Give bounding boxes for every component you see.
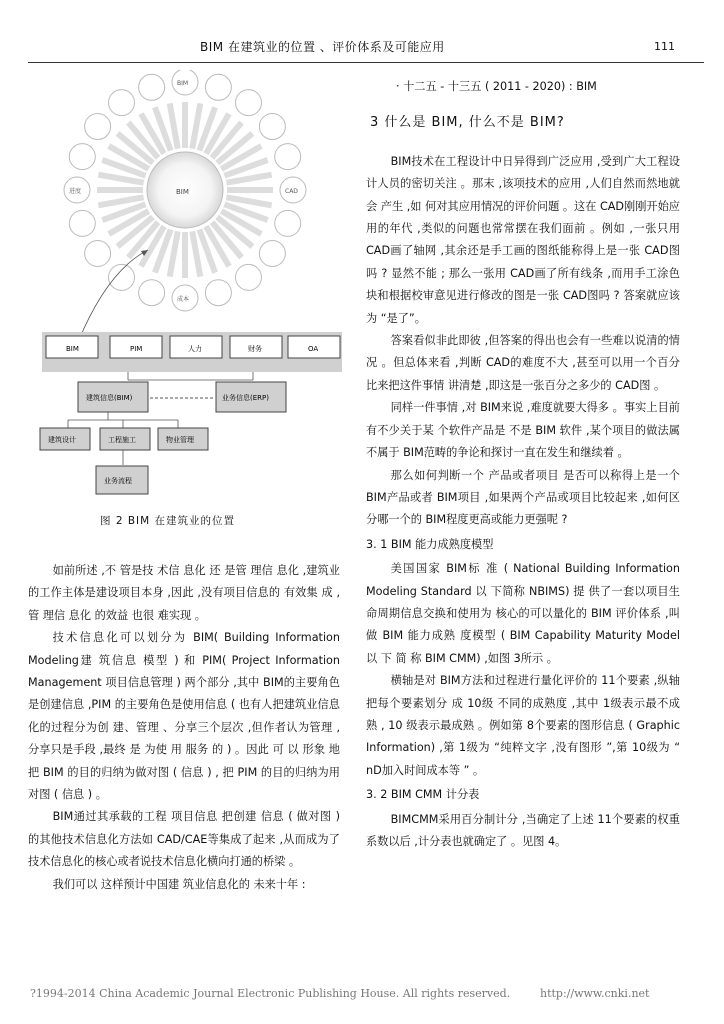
ring-node (205, 74, 231, 100)
s32-paragraph-1: BIMCMM采用百分制计分 ,当确定了上述 11个要素的权重系数以后 ,计分表也就确定了 。见图 4。 (366, 812, 680, 848)
s3-paragraph-2: 答案看似非此即彼 ,但答案的得出也会有一些难以说清的情况 。但总体来看 ,判断 CAD的难度不大 ,甚至可以用一个百分 比来把这件事情 讲清楚 ,即这是一张百分之多少的 CAD图 。 (366, 334, 680, 392)
subsection-3-2-title: 3. 2 BIM CMM 计分表 (366, 788, 480, 802)
box-pim-label: PIM (130, 345, 143, 353)
bim-position-diagram (28, 70, 358, 510)
left-paragraph-1: 如前所述 ,不 管是技 术信 息化 还 是管 理信 息化 ,建筑业的工作主体是建设项目本身 ,因此 ,没有项目信息的 有效集 成 ,管 理信 息化 的效益 也很 难实现 。 (28, 564, 340, 622)
source-url: http://www.cnki.net (540, 987, 650, 1000)
s31-paragraph-1: 美国国家 BIM标 准 ( National Building Information Modeling Standard 以 下简称 NBIMS) 提 供了一套以项目生命周期信息交换和使用为 核心的可以量化的 BIM 评价体系 ,叫做 BIM 能力成熟 度模型 ( BIM Capability Maturity Model 以 下 简 称 BIM CMM) ,如图 3所示 。 (366, 562, 680, 665)
sunburst-ray (98, 197, 143, 205)
page-number: 111 (654, 40, 675, 53)
ring-node (275, 144, 301, 170)
left-column (28, 560, 340, 896)
ring-node (235, 264, 261, 290)
ring-node (139, 74, 165, 100)
sunburst-ray (170, 103, 178, 148)
box-design-label: 建筑设计 (48, 436, 76, 444)
arrow-to-bim (78, 250, 148, 342)
sunburst-ray (98, 175, 143, 183)
ring-node (85, 114, 111, 140)
sunburst-ray (226, 175, 271, 183)
sunburst-ray (170, 231, 178, 276)
box-business-info-label: 业务信息(ERP) (222, 394, 269, 402)
figure-caption: 图 2 BIM 在建筑业的位置 (100, 515, 236, 527)
center-label: BIM (176, 188, 189, 196)
box-hr-label: 人力 (188, 345, 202, 353)
ring-node (235, 90, 261, 116)
ring-node (85, 240, 111, 266)
sunburst-ray (192, 103, 200, 148)
top-row-boxes (42, 332, 342, 372)
running-title: BIM 在建筑业的位置 、评价体系及可能应用 (200, 40, 445, 54)
box-oa-label: OA (308, 345, 319, 353)
ring-node (259, 114, 285, 140)
section-3-title: 3 什么是 BIM, 什么不是 BIM? (370, 115, 565, 131)
s31-paragraph-2: 横轴是对 BIM方法和过程进行量化评价的 11个要素 ,纵轴 把每个要素划分 成 10级 不同的成熟度 ,其中 1级表示最不成 熟 , 10 级表示最成熟 。例如第 8个要素的图形信息 ( Graphic Information) ,第 1级为 “纯粹文字 ,没有图形 ”,第 10级为 “ nD加入时间成本等 ” 。 (366, 674, 680, 777)
header-rule (28, 62, 704, 63)
bullet-line: · 十二五 - 十三五 ( 2011 - 2020) : BIM (396, 80, 597, 93)
sunburst-ray (226, 197, 271, 205)
page-header (0, 38, 724, 58)
s3-paragraph-1: BIM技术在工程设计中日异得到广泛应用 ,受到广大工程设计人员的密切关注 。那末 ,该项技术的应用 ,人们自然而然地就会 产生 ,如 何对其应用情况的评价问题 。这在 CAD刚刚开始应用的年代 ,类似的问题也常常摆在我们面前 。例如 ,一张只用 CAD画了轴网 ,其余还是手工画的图纸能称得上是一张 CAD图吗 ? 显然不能 ; 那么一张用 CAD画了所有线条 ,而用手工涂色块和根据校审意见进行修改的图是一张 CAD图吗 ? 答案就应该为 “是了”。 (366, 154, 680, 325)
box-building-info-label: 建筑信息(BIM) (86, 394, 133, 402)
s3-paragraph-4: 那么如何判断一个 产品或者项目 是否可以称得上是一个 BIM产品或者 BIM项目 ,如果两个产品或项目比较起来 ,如何区分哪一个的 BIM程度更高或能力更强呢 ? (366, 468, 680, 527)
ring-node (139, 280, 165, 306)
sunburst-ray (192, 231, 200, 276)
box-property-label: 物业管理 (166, 436, 194, 444)
ring-node (259, 240, 285, 266)
box-construction-label: 工程施工 (108, 436, 136, 444)
subsection-3-1-title: 3. 1 BIM 能力成熟度模型 (366, 537, 494, 551)
left-paragraph-2: 技术信息化可以划分为 BIM( Building Information Modeling建 筑信息 模型 ) 和 PIM( Project Information Management 项目信息管理 ) 两个部分 ,其中 BIM的主要角色是创建信息 ,PIM 的主要角色是使用信息 ( 也有人把建筑业信息化的过程分为创 建、管理 、分享三个层次 ,但作者认为管理 ,分享只是手段 ,最终 是 为使 用 服务 的 ) 。因此 可 以 形象 地 把 BIM 的目的归纳为做对图 ( 信息 ) , 把 PIM 的目的归纳为用对图 ( 信息 ) 。 (28, 631, 340, 802)
s3-paragraph-3: 同样一件事情 ,对 BIM来说 ,难度就要大得多 。事实上目前有不少关于某 个软件产品是 不是 BIM 软件 ,某个项目的做法属不属于 BIM范畴的争论和探讨一直在发生和继续着 。 (366, 401, 680, 460)
ring-node (69, 144, 95, 170)
ring-node-label: CAD (285, 188, 298, 195)
left-paragraph-3: BIM通过其承载的工程 项目信息 把创建 信息 ( 做对图 ) 的其他技术信息化方法如 CAD/CAE等集成了起来 ,从而成为了技术信息化的核心或者说技术信息化横向打通的桥梁 。 (28, 810, 340, 869)
ring-node (275, 210, 301, 236)
ring-node (205, 280, 231, 306)
ring-node (109, 264, 135, 290)
ring-node-label: BIM (177, 80, 189, 87)
left-paragraph-4: 我们可以 这样预计中国建 筑业信息化的 未来十年 : (52, 877, 306, 891)
box-process-label: 业务流程 (104, 477, 132, 485)
copyright-notice: ?1994-2014 China Academic Journal Electronic Publishing House. All rights reserved. (30, 987, 511, 1000)
ring-node-label: 成本 (177, 296, 190, 303)
right-column (366, 76, 680, 853)
ring-node (109, 90, 135, 116)
box-bim-label: BIM (66, 345, 79, 353)
box-finance-label: 财务 (248, 345, 262, 353)
ring-node-label: 进度 (69, 188, 82, 195)
ring-node (69, 210, 95, 236)
